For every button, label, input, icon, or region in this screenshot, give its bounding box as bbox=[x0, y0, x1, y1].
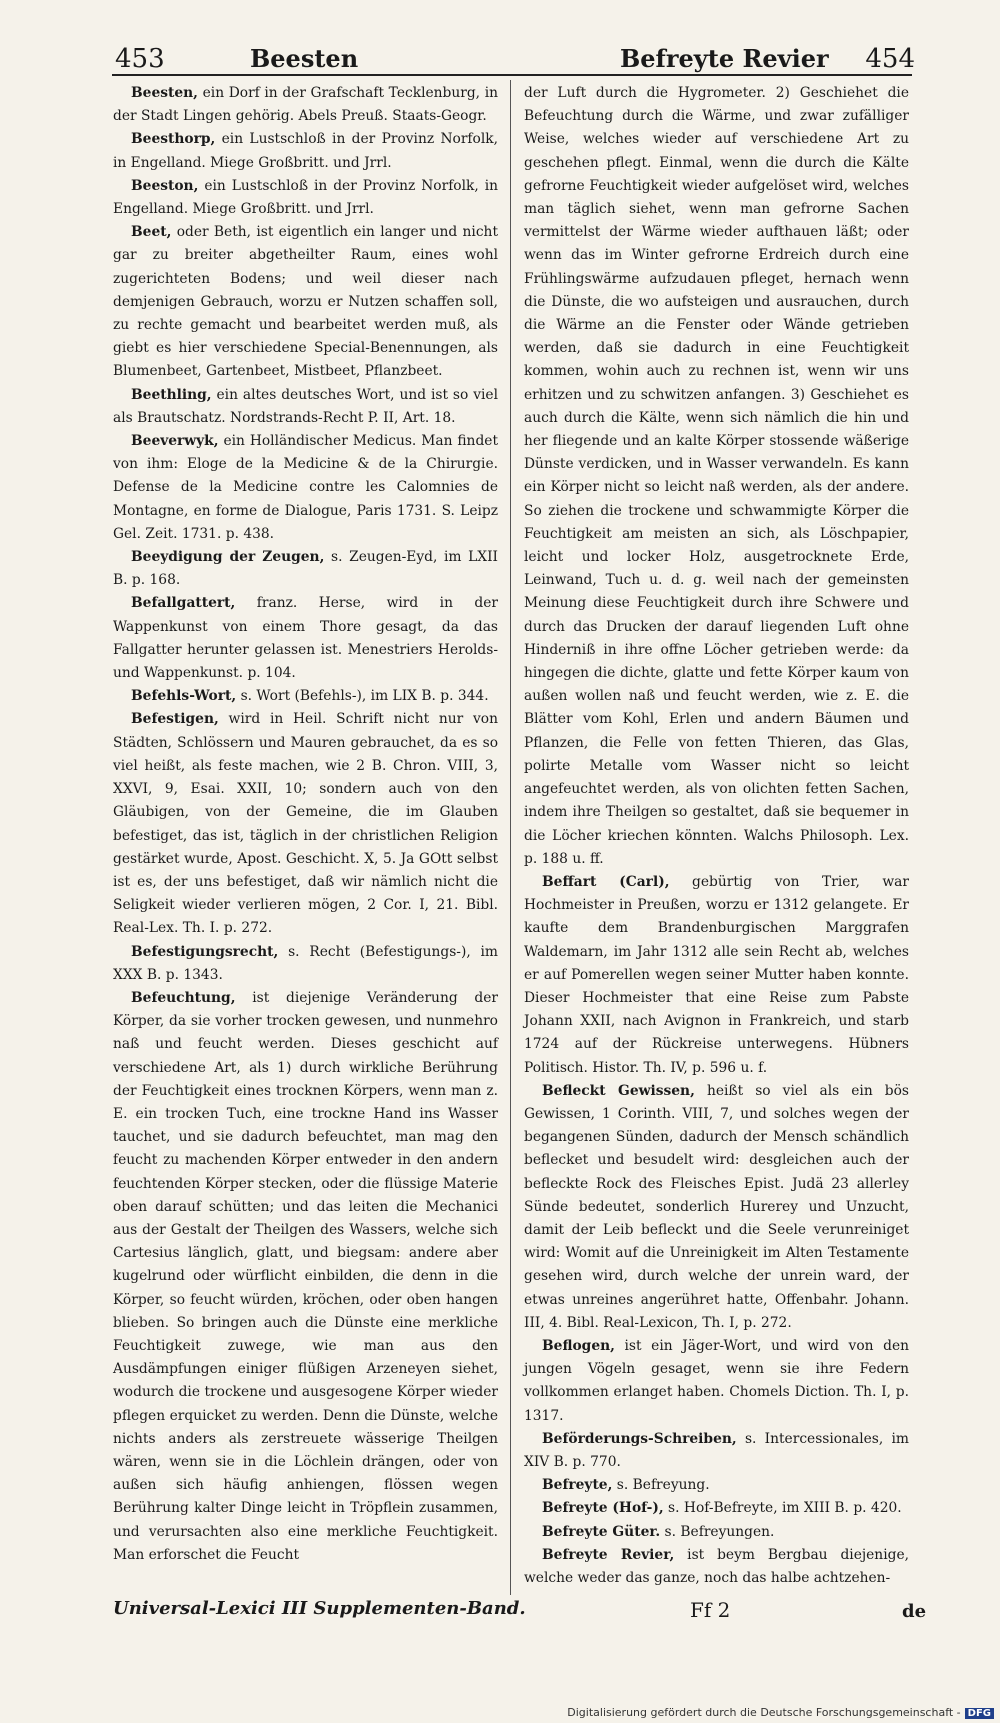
credit-text: Digitalisierung gefördert durch die Deutsche Forschungsgemeinschaft - bbox=[567, 1706, 961, 1719]
dictionary-entry bbox=[524, 1474, 909, 1497]
catchword: de bbox=[902, 1601, 927, 1622]
entry-headword: Befreyte (Hof-), bbox=[542, 1500, 664, 1517]
dictionary-entry bbox=[113, 82, 498, 128]
dictionary-entry bbox=[524, 1544, 909, 1590]
dictionary-entry bbox=[113, 941, 498, 987]
dictionary-entry bbox=[113, 685, 498, 708]
entry-headword: Beesthorp, bbox=[131, 131, 216, 148]
entry-headword: Beeverwyk, bbox=[131, 433, 219, 450]
entry-headword: Befreyte Güter. bbox=[542, 1523, 661, 1540]
dictionary-entry bbox=[113, 546, 498, 592]
entry-text: s. Hof-Befreyte, im XIII B. p. 420. bbox=[663, 1500, 902, 1517]
entry-text: ein Lustschloß in der Provinz Norfolk, in Engelland. Miege Großbritt. und Jrrl. bbox=[113, 177, 498, 218]
entry-headword: Beflogen, bbox=[542, 1337, 615, 1354]
entry-text: gebürtig von Trier, war Hochmeister in Preußen, worzu er 1312 gelangete. Er kaufte dem Brandenburgischen Marggrafen Waldemarn, im Jahr 1312 alle sein Recht ab, welches er auf Pomerellen wegen seiner Mutter haben konnte. Dieser Hochmeister that eine Reise zum Pabste Johann XXII, nach Avignon in Frankreich, und starb 1724 auf der Rückreise unterwegens. Hübners Politisch. Histor. Th. IV, p. 596 u. f. bbox=[524, 873, 909, 1076]
entry-text: s. Recht (Befestigungs-), im XXX B. p. 1343. bbox=[113, 943, 498, 983]
entry-text: heißt so viel als ein bös Gewissen, 1 Corinth. VIII, 7, und solches wegen der begangenen Sünden, dadurch der Mensch schändlich beflecket und besudelt wird: desgleichen auch der befleckte Rock des Fleisches Epist. Judä 23 allerley Sünde bedeutet, sonderlich Hurerey und Unzucht, damit der Leib befleckt und die Seele verunreiniget wird: Womit auf die Unreinigkeit im Alten Testamente gesehen wird, durch welche der unrein ward, der etwas unreines angerühret hatte, Offenbahr. Johann. III, 4. Bibl. Real-Lexicon, Th. I, p. 272. bbox=[524, 1082, 910, 1331]
dictionary-entry bbox=[113, 221, 498, 383]
dictionary-entry bbox=[113, 128, 498, 174]
dictionary-entry bbox=[113, 430, 498, 546]
dictionary-entry bbox=[524, 1428, 909, 1474]
entry-text: ein Lustschloß in der Provinz Norfolk, in Engelland. Miege Großbritt. und Jrrl. bbox=[113, 131, 498, 171]
entry-headword: Beeston, bbox=[131, 177, 199, 194]
entry-text: s. Befreyungen. bbox=[660, 1523, 775, 1540]
dictionary-entry bbox=[524, 1521, 909, 1544]
entry-headword: Befreyte Revier, bbox=[542, 1546, 675, 1563]
dictionary-entry bbox=[113, 384, 498, 430]
sheet-signature: Ff 2 bbox=[690, 1598, 731, 1622]
entry-text: s. Befreyung. bbox=[612, 1477, 710, 1494]
entry-text: s. Zeugen-Eyd, im LXII B. p. 168. bbox=[113, 549, 499, 589]
entry-headword: Befehls-Wort, bbox=[131, 688, 237, 705]
entry-headword: Beethling, bbox=[131, 386, 212, 403]
dictionary-entry bbox=[524, 1497, 909, 1520]
running-header bbox=[115, 38, 915, 78]
dictionary-entry bbox=[113, 987, 498, 1567]
entry-headword: Beffart (Carl), bbox=[542, 873, 670, 890]
entry-headword: Beesten, bbox=[131, 85, 198, 101]
dictionary-entry bbox=[524, 82, 909, 871]
dictionary-entry bbox=[524, 1080, 909, 1335]
entry-text: s. Wort (Befehls-), im LIX B. p. 344. bbox=[236, 688, 489, 705]
dictionary-entry bbox=[113, 708, 498, 940]
volume-title: Universal-Lexici III Supplementen-Band. bbox=[113, 1598, 526, 1619]
entry-headword: Beet, bbox=[131, 224, 172, 241]
dictionary-entry bbox=[524, 1335, 909, 1428]
entry-text: der Luft durch die Hygrometer. 2) Geschiehet die Befeuchtung durch die Wärme, und zwar zufälliger Weise, welches wieder auf verschiedene Art zu geschehen pflegt. Einmal, wenn die durch die Kälte gefrorne Feuchtigkeit wieder aufgelöset wird, welches man täglich siehet, wenn man gefrorne Sachen vermittelst der Wärme wieder aufthauen läßt; oder wenn das im Winter gefrorne Erdreich durch eine Frühlingswärme aufzudauen pfleget, hernach wenn die Dünste, die wo aufsteigen und ausrauchen, durch die Wärme an die Fenster oder Wände getrieben werden, daß sie dadurch in eine Feuchtigkeit kommen, wohin auch zu rechnen ist, wenn wir uns erhitzen und zu schwitzen anfangen. 3) Geschiehet es auch durch die Kälte, wenn sich nämlich die hin und her fliegende und an kalte Körper stossende wäßerige Dünste verdicken, und in Wasser verwandeln. Es kann ein Körper nicht so leicht naß werden, als der andere. So ziehen die trockene und schwammigte Körper die Feuchtigkeit am meisten an sich, als Löschpapier, leicht und locker Holz, ausgetrocknete Erde, Leinwand, Tuch u. d. g. weil nach der gemeinsten Meinung diese Feuchtigkeit durch ihre Schwere und durch das Drucken der darauf liegenden Luft ohne Hinderniß in ihre offne Löcher getrieben werde: da hingegen die dichte, glatte und fette Körper kaum von außen wollen naß und feucht werden, wie z. E. die Blätter vom Kohl, Erlen und andern Bäumen und Pflanzen, die Felle von fetten Thieren, das Glas, polirte Metalle vom Wasser nicht so leicht angefeuchtet werden, als von olichten fetten Sachen, indem ihre Theilgen so gestaltet, daß sie bequemer in die Löcher kriechen könnten. Walchs Philosoph. Lex. p. 188 u. ff. bbox=[524, 85, 909, 867]
left-column bbox=[113, 82, 498, 1567]
entry-text: s. Intercessionales, im XIV B. p. 770. bbox=[524, 1430, 909, 1470]
entry-text: oder Beth, ist eigentlich ein langer und nicht gar zu breiter abgetheilter Raum, eines wohl zugerichteten Bodens; und weil dieser nach demjenigen Gebrauch, worzu er Nutzen schaffen soll, zu rechte gemacht und bearbeitet werden muß, als giebt es hier verschiedene Special-Benennungen, als Blumenbeet, Gartenbeet, Mistbeet, Pflanzbeet. bbox=[113, 224, 498, 380]
entry-headword: Beförderungs-Schreiben, bbox=[542, 1430, 737, 1447]
entry-text: ein altes deutsches Wort, und ist so viel als Brautschatz. Nordstrands-Recht P. II, Art. 18. bbox=[113, 386, 498, 426]
entry-text: ist beym Bergbau diejenige, welche weder das ganze, noch das halbe achtzehen- bbox=[524, 1546, 909, 1586]
header-rule bbox=[112, 74, 912, 76]
dictionary-entry bbox=[524, 871, 909, 1080]
entry-text: wird in Heil. Schrift nicht nur von Städten, Schlössern und Mauren gebrauchet, da es so viel heißt, als feste machen, wie 2 B. Chron. VIII, 3, XXVI, 9, Esai. XXII, 10; sondern auch von den Gläubigen, von der Gemeine, die im Glauben befestiget, das ist, täglich in der christlichen Religion gestärket wurde, Apost. Geschicht. X, 5. Ja GOtt selbst ist es, der uns befestiget, daß wir nämlich nicht die Seligkeit wieder verlieren mögen, 2 Cor. I, 21. Bibl. Real-Lex. Th. I. p. 272. bbox=[113, 711, 498, 937]
entry-text: ein Holländischer Medicus. Man findet von ihm: Eloge de la Medicine & de la Chirurgie. Defense de la Medicine contre les Calomnies de Montagne, en forme de Dialogue, Paris 1731. S. Leipz Gel. Zeit. 1731. p. 438. bbox=[113, 433, 498, 542]
running-head-right: Befreyte Revier bbox=[620, 44, 829, 73]
running-head-left: Beesten bbox=[250, 44, 359, 73]
entry-headword: Befallgattert, bbox=[131, 595, 236, 612]
column-divider bbox=[510, 80, 511, 1595]
entry-headword: Befestigen, bbox=[131, 711, 219, 728]
entry-headword: Beeydigung der Zeugen, bbox=[131, 549, 325, 566]
page-number-right: 454 bbox=[865, 44, 915, 74]
entry-text: ist ein Jäger-Wort, und wird von den jungen Vögeln gesaget, wenn sie ihre Federn vollkommen erlanget haben. Chomels Diction. Th. I, p. 1317. bbox=[524, 1337, 909, 1424]
dictionary-entry bbox=[113, 592, 498, 685]
dictionary-entry bbox=[113, 175, 498, 221]
entry-text: franz. Herse, wird in der Wappenkunst von einem Thore gesagt, da das Fallgatter herunter gelassen ist. Menestriers Herolds- und Wappenkunst. p. 104. bbox=[113, 595, 498, 682]
right-column bbox=[524, 82, 909, 1590]
digitization-credit bbox=[567, 1706, 994, 1719]
entry-headword: Befestigungsrecht, bbox=[131, 943, 279, 960]
entry-headword: Befreyte, bbox=[542, 1477, 613, 1494]
dfg-logo: DFG bbox=[965, 1708, 994, 1719]
entry-headword: Befleckt Gewissen, bbox=[542, 1082, 695, 1099]
entry-headword: Befeuchtung, bbox=[131, 989, 236, 1006]
page-number-left: 453 bbox=[115, 44, 165, 74]
entry-text: ein Dorf in der Grafschaft Tecklenburg, in der Stadt Lingen gehörig. Abels Preuß. Staats-Geogr. bbox=[113, 85, 498, 125]
entry-text: ist diejenige Veränderung der Körper, da sie vorher trocken gewesen, und nunmehro naß und feucht werden. Dieses geschicht auf verschiedene Art, als 1) durch wirkliche Berührung der Feuchtigkeit eines trocknen Körpers, wenn man z. E. ein trocken Tuch, eine trockne Hand ins Wasser tauchet, und sie dadurch befeuchtet, man mag den feucht zu machenden Körper entweder in den andern feuchtenden Körper stecken, oder die flüssige Materie oben darauf schütten; und das leiten die Mechanici aus der Gestalt der Theilgen des Wassers, welche sich Cartesius länglich, glatt, und biegsam: andere aber kugelrund oder würflicht einbilden, die denn in die Körper, so feucht würden, kröchen, oder oben hangen blieben. So bringen auch die Dünste eine merkliche Feuchtigkeit zuwege, wie man aus den Ausdämpfungen einiger flüßigen Arzeneyen siehet, wodurch die trockene und ausgesogene Körper wieder pflegen erquicket zu werden. Denn die Dünste, welche nichts anders als zerstreuete wässerige Theilgen wären, wenn sie in die Löchlein drängen, oder von außen sich häufig anhiengen, flössen wegen Berührung kalter Dinge leicht in Tröpflein zusammen, und verursachten also eine merkliche Feuchtigkeit. Man erforschet die Feucht bbox=[113, 989, 498, 1563]
